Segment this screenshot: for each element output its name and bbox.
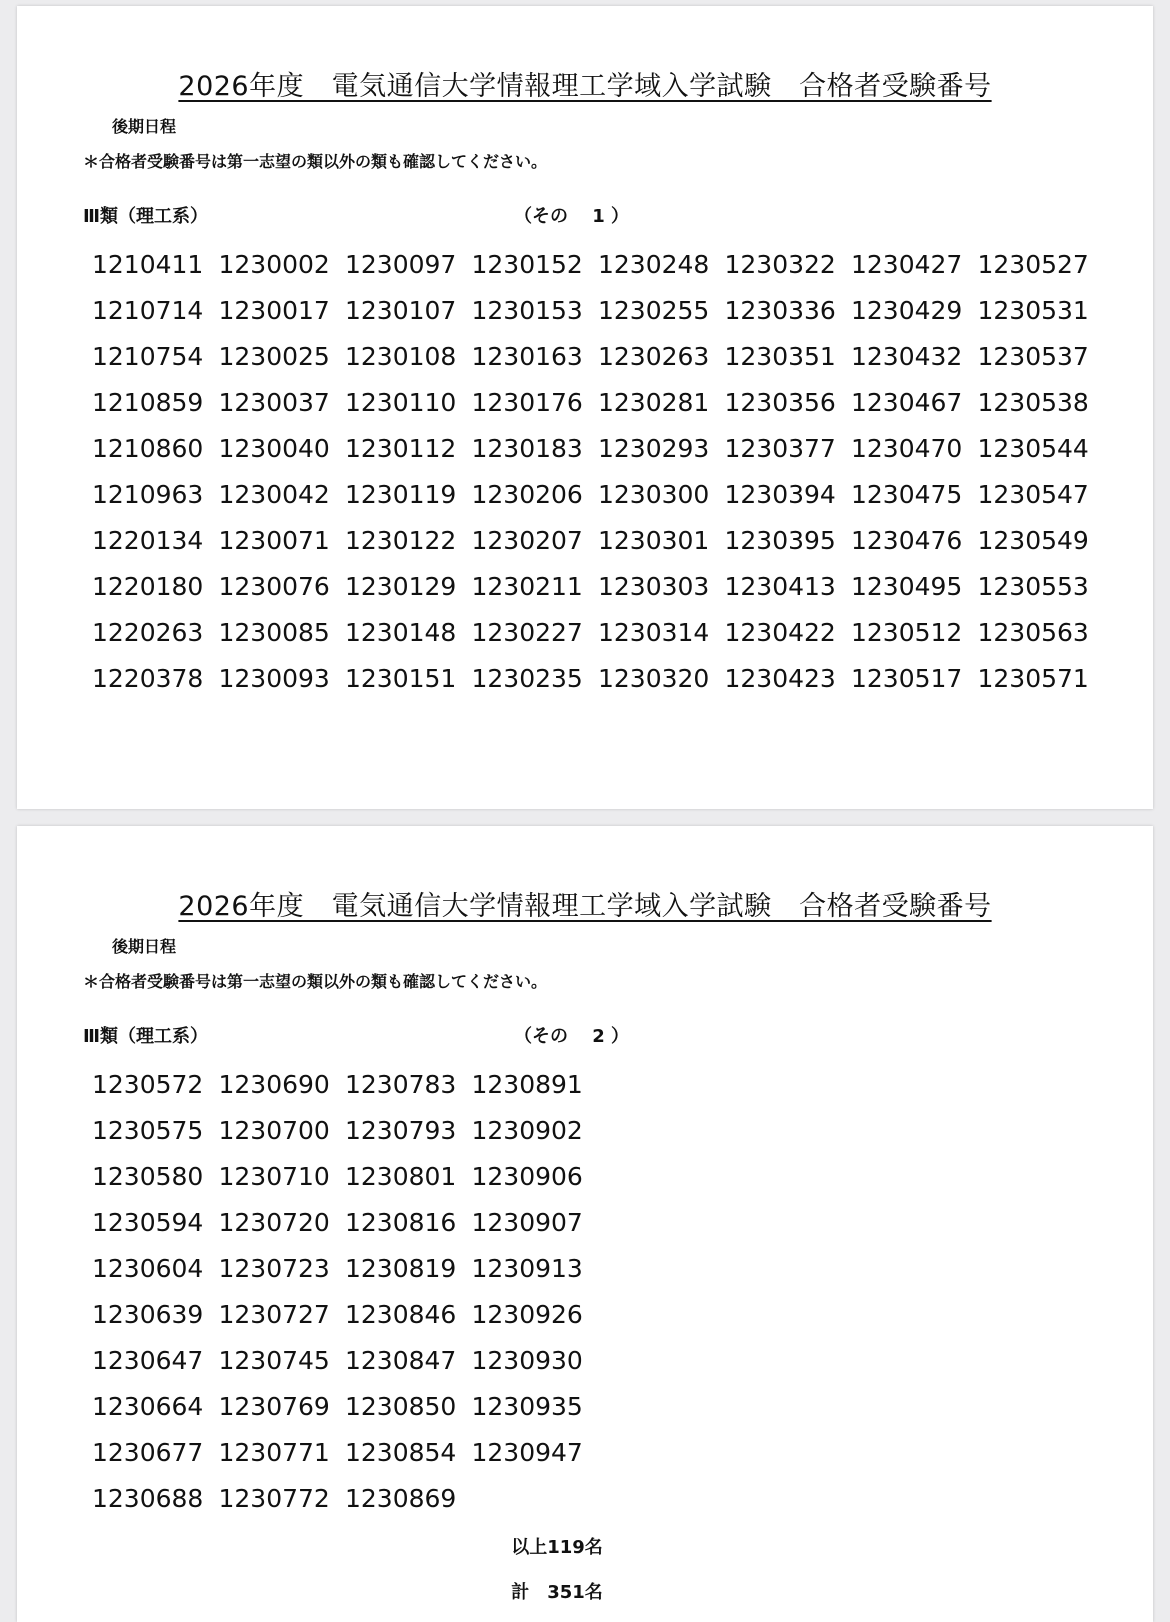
exam-number: 1230727 (218, 1300, 330, 1329)
exam-number: 1230850 (345, 1392, 457, 1421)
page-title: 2026年度 電気通信大学情報理工学域入学試験 合格者受験番号 (178, 891, 992, 922)
exam-number: 1230720 (218, 1208, 330, 1237)
exam-number (978, 1430, 1105, 1476)
exam-number (851, 1108, 978, 1154)
exam-number: 1230902 (471, 1116, 583, 1145)
passing-numbers-grid (92, 1062, 1104, 1522)
exam-number: 1230771 (218, 1438, 330, 1467)
exam-number: 1230395 (724, 526, 836, 555)
exam-number: 1230037 (218, 388, 330, 417)
exam-number (725, 1430, 852, 1476)
exam-number: 1230110 (345, 388, 457, 417)
exam-number: 1230664 (92, 1392, 204, 1421)
exam-number: 1230422 (724, 618, 836, 647)
exam-number: 1230553 (977, 572, 1089, 601)
exam-number: 1230377 (724, 434, 836, 463)
exam-number: 1230301 (598, 526, 710, 555)
category-label: Ⅲ類（理工系） (83, 1026, 209, 1047)
exam-number: 1230108 (345, 342, 457, 371)
part-label: （その 2 ） (514, 1026, 630, 1047)
exam-number (978, 1476, 1105, 1522)
exam-number: 1230819 (345, 1254, 457, 1283)
exam-number: 1230604 (92, 1254, 204, 1283)
exam-number: 1230097 (345, 250, 457, 279)
exam-number (851, 1430, 978, 1476)
exam-number (598, 1154, 725, 1200)
exam-number: 1230351 (724, 342, 836, 371)
exam-number (851, 1246, 978, 1292)
exam-number: 1210963 (92, 480, 204, 509)
exam-number (851, 1476, 978, 1522)
exam-number (598, 1338, 725, 1384)
exam-number: 1230336 (724, 296, 836, 325)
exam-number: 1230476 (851, 526, 963, 555)
exam-number: 1230153 (471, 296, 583, 325)
exam-number (725, 1154, 852, 1200)
exam-number: 1230017 (218, 296, 330, 325)
exam-number: 1230300 (598, 480, 710, 509)
exam-number (598, 1430, 725, 1476)
exam-number: 1230700 (218, 1116, 330, 1145)
exam-number: 1230710 (218, 1162, 330, 1191)
exam-number: 1230935 (471, 1392, 583, 1421)
exam-number: 1230183 (471, 434, 583, 463)
exam-number (978, 1108, 1105, 1154)
exam-number (725, 1338, 852, 1384)
exam-number: 1230677 (92, 1438, 204, 1467)
exam-number: 1230163 (471, 342, 583, 371)
exam-number: 1230176 (471, 388, 583, 417)
exam-number: 1230211 (471, 572, 583, 601)
exam-number: 1230723 (218, 1254, 330, 1283)
category-label: Ⅲ類（理工系） (83, 206, 209, 227)
exam-number: 1230571 (977, 664, 1089, 693)
exam-number: 1230538 (977, 388, 1089, 417)
confirmation-note: ＊合格者受験番号は第一志望の類以外の類も確認してください。 (83, 972, 548, 991)
exam-number (851, 1292, 978, 1338)
exam-number (851, 1384, 978, 1430)
exam-number: 1230475 (851, 480, 963, 509)
exam-number: 1230793 (345, 1116, 457, 1145)
exam-number: 1230947 (471, 1438, 583, 1467)
exam-number (598, 1108, 725, 1154)
exam-number: 1210860 (92, 434, 204, 463)
exam-number: 1230869 (345, 1484, 457, 1513)
exam-number: 1230816 (345, 1208, 457, 1237)
exam-number (472, 1476, 599, 1522)
exam-number (978, 1154, 1105, 1200)
exam-number: 1210411 (92, 250, 204, 279)
exam-number: 1230255 (598, 296, 710, 325)
exam-number: 1230688 (92, 1484, 204, 1513)
exam-number: 1230356 (724, 388, 836, 417)
exam-number: 1210754 (92, 342, 204, 371)
total-count: 計 351名 (511, 1582, 603, 1603)
exam-number (725, 1384, 852, 1430)
exam-number: 1230772 (218, 1484, 330, 1513)
exam-number: 1230575 (92, 1116, 204, 1145)
exam-number (598, 1062, 725, 1108)
exam-number: 1230647 (92, 1346, 204, 1375)
schedule-label: 後期日程 (112, 117, 177, 136)
exam-number: 1230572 (92, 1070, 204, 1099)
exam-number: 1230040 (218, 434, 330, 463)
exam-number: 1230293 (598, 434, 710, 463)
exam-number: 1230930 (471, 1346, 583, 1375)
exam-number: 1220180 (92, 572, 204, 601)
exam-number: 1230527 (977, 250, 1089, 279)
result-page-2 (17, 826, 1153, 1622)
exam-number: 1230531 (977, 296, 1089, 325)
exam-number: 1230846 (345, 1300, 457, 1329)
exam-number: 1230783 (345, 1070, 457, 1099)
exam-number: 1230303 (598, 572, 710, 601)
exam-number: 1230322 (724, 250, 836, 279)
exam-number: 1230432 (851, 342, 963, 371)
exam-number: 1230314 (598, 618, 710, 647)
exam-number: 1230854 (345, 1438, 457, 1467)
exam-number: 1210714 (92, 296, 204, 325)
exam-number: 1230891 (471, 1070, 583, 1099)
exam-number (598, 1292, 725, 1338)
exam-number: 1230042 (218, 480, 330, 509)
exam-number: 1230594 (92, 1208, 204, 1237)
exam-number: 1230470 (851, 434, 963, 463)
exam-number: 1230085 (218, 618, 330, 647)
subtotal-count: 以上119名 (511, 1537, 603, 1558)
exam-number: 1230320 (598, 664, 710, 693)
exam-number: 1210859 (92, 388, 204, 417)
exam-number: 1230025 (218, 342, 330, 371)
exam-number: 1220134 (92, 526, 204, 555)
exam-number: 1230071 (218, 526, 330, 555)
exam-number: 1230926 (471, 1300, 583, 1329)
exam-number (725, 1246, 852, 1292)
exam-number (851, 1062, 978, 1108)
exam-number: 1230423 (724, 664, 836, 693)
exam-number: 1230112 (345, 434, 457, 463)
exam-number (725, 1292, 852, 1338)
exam-number (978, 1292, 1105, 1338)
exam-number: 1220263 (92, 618, 204, 647)
exam-number: 1230512 (851, 618, 963, 647)
exam-number (978, 1338, 1105, 1384)
exam-number (725, 1108, 852, 1154)
exam-number: 1230580 (92, 1162, 204, 1191)
exam-number (978, 1384, 1105, 1430)
exam-number: 1230263 (598, 342, 710, 371)
exam-number: 1230107 (345, 296, 457, 325)
exam-number: 1230907 (471, 1208, 583, 1237)
part-label: （その 1 ） (514, 206, 630, 227)
exam-number: 1230847 (345, 1346, 457, 1375)
exam-number: 1230227 (471, 618, 583, 647)
exam-number: 1230152 (471, 250, 583, 279)
exam-number: 1230281 (598, 388, 710, 417)
exam-number (598, 1246, 725, 1292)
exam-number: 1230639 (92, 1300, 204, 1329)
schedule-label: 後期日程 (112, 937, 177, 956)
exam-number: 1230517 (851, 664, 963, 693)
exam-number: 1230413 (724, 572, 836, 601)
exam-number: 1230906 (471, 1162, 583, 1191)
exam-number (978, 1200, 1105, 1246)
exam-number (598, 1476, 725, 1522)
exam-number: 1230129 (345, 572, 457, 601)
exam-number: 1230563 (977, 618, 1089, 647)
exam-number: 1230119 (345, 480, 457, 509)
exam-number: 1230690 (218, 1070, 330, 1099)
exam-number: 1230547 (977, 480, 1089, 509)
exam-number (598, 1200, 725, 1246)
exam-number: 1230544 (977, 434, 1089, 463)
exam-number (851, 1200, 978, 1246)
exam-number (978, 1062, 1105, 1108)
exam-number: 1230913 (471, 1254, 583, 1283)
exam-number (725, 1476, 852, 1522)
exam-number: 1230248 (598, 250, 710, 279)
passing-numbers-grid (92, 242, 1104, 702)
page-title: 2026年度 電気通信大学情報理工学域入学試験 合格者受験番号 (178, 71, 992, 102)
exam-number: 1230076 (218, 572, 330, 601)
exam-number (598, 1384, 725, 1430)
exam-number: 1230206 (471, 480, 583, 509)
confirmation-note: ＊合格者受験番号は第一志望の類以外の類も確認してください。 (83, 152, 548, 171)
exam-number: 1230801 (345, 1162, 457, 1191)
exam-number: 1230769 (218, 1392, 330, 1421)
exam-number: 1230207 (471, 526, 583, 555)
exam-number: 1230549 (977, 526, 1089, 555)
exam-number: 1230122 (345, 526, 457, 555)
exam-number: 1230429 (851, 296, 963, 325)
exam-number: 1230745 (218, 1346, 330, 1375)
exam-number: 1230093 (218, 664, 330, 693)
exam-number: 1230235 (471, 664, 583, 693)
result-page-1 (17, 6, 1153, 809)
exam-number: 1230537 (977, 342, 1089, 371)
exam-number (851, 1338, 978, 1384)
exam-number: 1230151 (345, 664, 457, 693)
exam-number: 1230427 (851, 250, 963, 279)
exam-number (725, 1062, 852, 1108)
exam-number: 1230148 (345, 618, 457, 647)
exam-number: 1230394 (724, 480, 836, 509)
exam-number: 1220378 (92, 664, 204, 693)
exam-number: 1230002 (218, 250, 330, 279)
exam-number (725, 1200, 852, 1246)
exam-number: 1230495 (851, 572, 963, 601)
exam-number (978, 1246, 1105, 1292)
exam-number (851, 1154, 978, 1200)
exam-number: 1230467 (851, 388, 963, 417)
